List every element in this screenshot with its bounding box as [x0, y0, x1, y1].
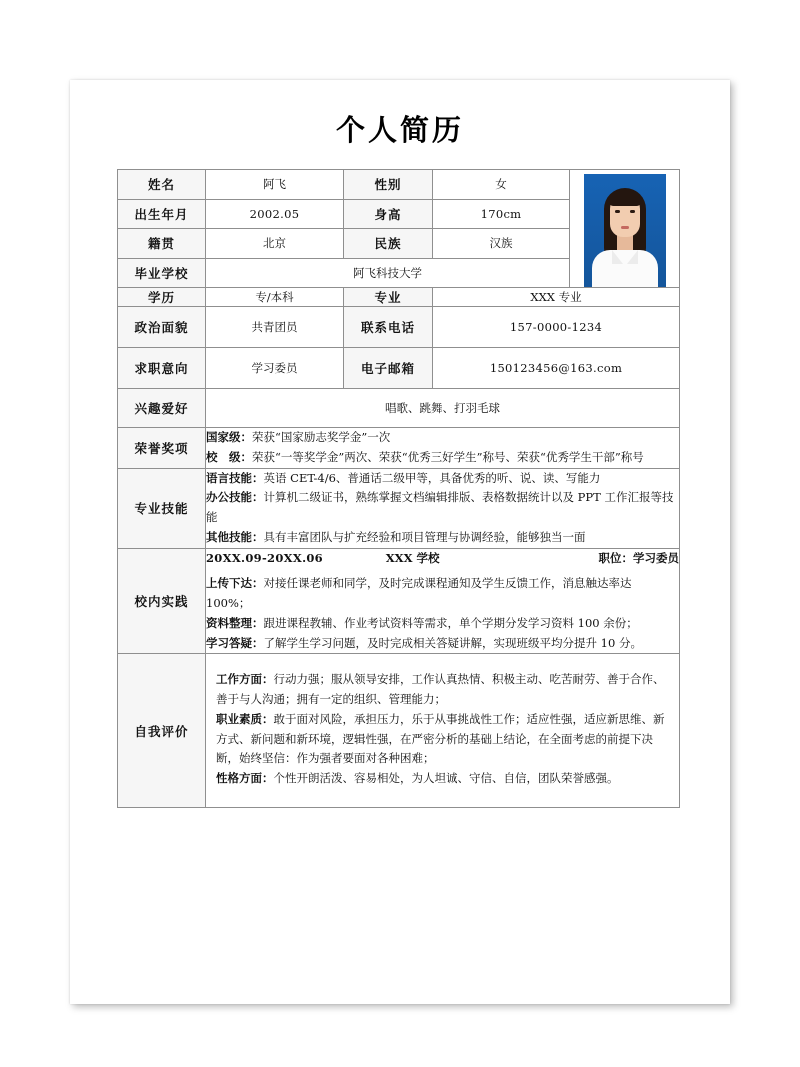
value-major: XXX 专业	[433, 288, 680, 307]
campus-practice-line	[206, 634, 679, 654]
campus-practice-line	[206, 614, 679, 634]
label-job-intent: 求职意向	[118, 348, 206, 389]
photo-collar-right	[627, 250, 638, 264]
table-row	[118, 548, 680, 654]
value-ethnicity: 汉族	[433, 229, 570, 259]
table-row	[118, 428, 680, 469]
value-name: 阿飞	[206, 170, 344, 200]
label-major: 专业	[344, 288, 433, 307]
label-email: 电子邮箱	[344, 348, 433, 389]
label-height: 身高	[344, 199, 433, 229]
value-degree: 专/本科	[206, 288, 344, 307]
campus-practice-line-text: 跟进课程教辅、作业考试资料等需求，单个学期分发学习资料 100 余份；	[263, 615, 638, 630]
resume-table	[117, 169, 680, 808]
skills-line	[206, 488, 679, 528]
honors-line	[206, 428, 679, 448]
campus-practice-organization: XXX 学校	[385, 550, 440, 565]
campus-practice-line	[206, 574, 679, 614]
value-birth-date: 2002.05	[206, 199, 344, 229]
honors-line	[206, 448, 679, 468]
skills-line	[206, 469, 679, 489]
skills-line-title: 办公技能：	[206, 490, 264, 505]
campus-practice-header	[206, 549, 679, 569]
self-evaluation-line	[216, 769, 670, 789]
value-email: 150123456@163.com	[433, 348, 680, 389]
label-birth-date: 出生年月	[118, 199, 206, 229]
campus-practice-line-text: 对接任课老师和同学，及时完成课程通知及学生反馈工作，消息触达率达 100%；	[206, 576, 632, 611]
campus-practice-role: 职位：学习委员	[598, 550, 679, 565]
page-title: 个人简历	[335, 113, 464, 147]
skills-line-title: 语言技能：	[206, 470, 264, 485]
value-height: 170cm	[433, 199, 570, 229]
campus-practice-date: 20XX.09-20XX.06	[206, 550, 323, 565]
campus-practice-header-row	[206, 549, 679, 569]
honors-line-title: 国家级：	[206, 430, 252, 444]
skills-line-text: 计算机二级证书，熟练掌握文档编辑排版、表格数据统计以及 PPT 工作汇报等技能	[206, 490, 674, 525]
resume-page	[70, 80, 730, 1004]
self-evaluation-line	[216, 670, 670, 710]
table-row	[118, 348, 680, 389]
value-gender: 女	[433, 170, 570, 200]
photo-cell	[570, 170, 680, 288]
self-evaluation-line-title: 职业素质：	[216, 711, 274, 726]
campus-practice-line-title: 上传下达：	[206, 576, 264, 591]
photo-mouth-shape	[621, 226, 629, 229]
label-hometown: 籍贯	[118, 229, 206, 259]
photo-eye-right	[630, 210, 635, 213]
value-hometown: 北京	[206, 229, 344, 259]
label-degree: 学历	[118, 288, 206, 307]
table-row	[118, 389, 680, 428]
table-row	[118, 307, 680, 348]
label-political-status: 政治面貌	[118, 307, 206, 348]
skills-line-title: 其他技能：	[206, 529, 264, 544]
photo-collar-left	[612, 250, 623, 264]
self-evaluation-line	[216, 710, 670, 769]
value-self-evaluation	[206, 654, 680, 808]
self-evaluation-line-text: 个性开朗活泼、容易相处，为人坦诚、守信、自信，团队荣誉感强。	[273, 771, 619, 786]
label-self-evaluation: 自我评价	[118, 654, 206, 808]
photo-eye-left	[615, 210, 620, 213]
value-hobbies: 唱歌、跳舞、打羽毛球	[206, 389, 680, 428]
honors-line-text: 荣获“一等奖学金”两次、荣获“优秀三好学生”称号、荣获“优秀学生干部”称号	[252, 449, 644, 464]
photo-shirt-shape	[592, 250, 658, 287]
skills-line	[206, 528, 679, 548]
label-school: 毕业学校	[118, 258, 206, 288]
honors-line-text: 荣获“国家励志奖学金”一次	[252, 430, 391, 444]
label-skills: 专业技能	[118, 468, 206, 548]
label-gender: 性别	[344, 170, 433, 200]
skills-line-text: 具有丰富团队与扩充经验和项目管理与协调经验，能够独当一面	[263, 529, 586, 544]
label-campus-practice: 校内实践	[118, 548, 206, 654]
avatar	[584, 174, 666, 287]
label-ethnicity: 民族	[344, 229, 433, 259]
table-row	[118, 288, 680, 307]
value-job-intent: 学习委员	[206, 348, 344, 389]
skills-line-text: 英语 CET-4/6、普通话二级甲等，具备优秀的听、说、读、写能力	[263, 470, 601, 485]
value-honors	[206, 428, 680, 469]
label-name: 姓名	[118, 170, 206, 200]
label-phone: 联系电话	[344, 307, 433, 348]
value-campus-practice	[206, 548, 680, 654]
table-row	[118, 170, 680, 200]
honors-line-title: 校 级：	[206, 449, 252, 464]
photo-fringe-shape	[609, 190, 641, 206]
self-evaluation-line-title: 工作方面：	[216, 672, 274, 687]
value-school: 阿飞科技大学	[206, 258, 570, 288]
value-skills	[206, 468, 680, 548]
table-row	[118, 654, 680, 808]
label-honors: 荣誉奖项	[118, 428, 206, 469]
self-evaluation-line-text: 行动力强；服从领导安排，工作认真热情、积极主动、吃苦耐劳、善于合作、善于与人沟通；拥有一定的组织、管理能力；	[216, 672, 665, 707]
campus-practice-line-title: 资料整理：	[206, 615, 264, 630]
self-evaluation-line-text: 敢于面对风险，承担压力，乐于从事挑战性工作；适应性强，适应新思维、新方式、新问题和新环境，逻辑性强，在严密分析的基础上结论，在全面考虑的前提下决断，始终坚信：作为强者要面对各种困难；	[216, 711, 665, 766]
value-political-status: 共青团员	[206, 307, 344, 348]
label-hobbies: 兴趣爱好	[118, 389, 206, 428]
campus-practice-line-title: 学习答疑：	[206, 635, 264, 650]
self-evaluation-line-title: 性格方面：	[216, 771, 274, 786]
campus-practice-line-text: 了解学生学习问题，及时完成相关答疑讲解，实现班级平均分提升 10 分。	[263, 635, 642, 650]
table-row	[118, 468, 680, 548]
value-phone: 157-0000-1234	[433, 307, 680, 348]
